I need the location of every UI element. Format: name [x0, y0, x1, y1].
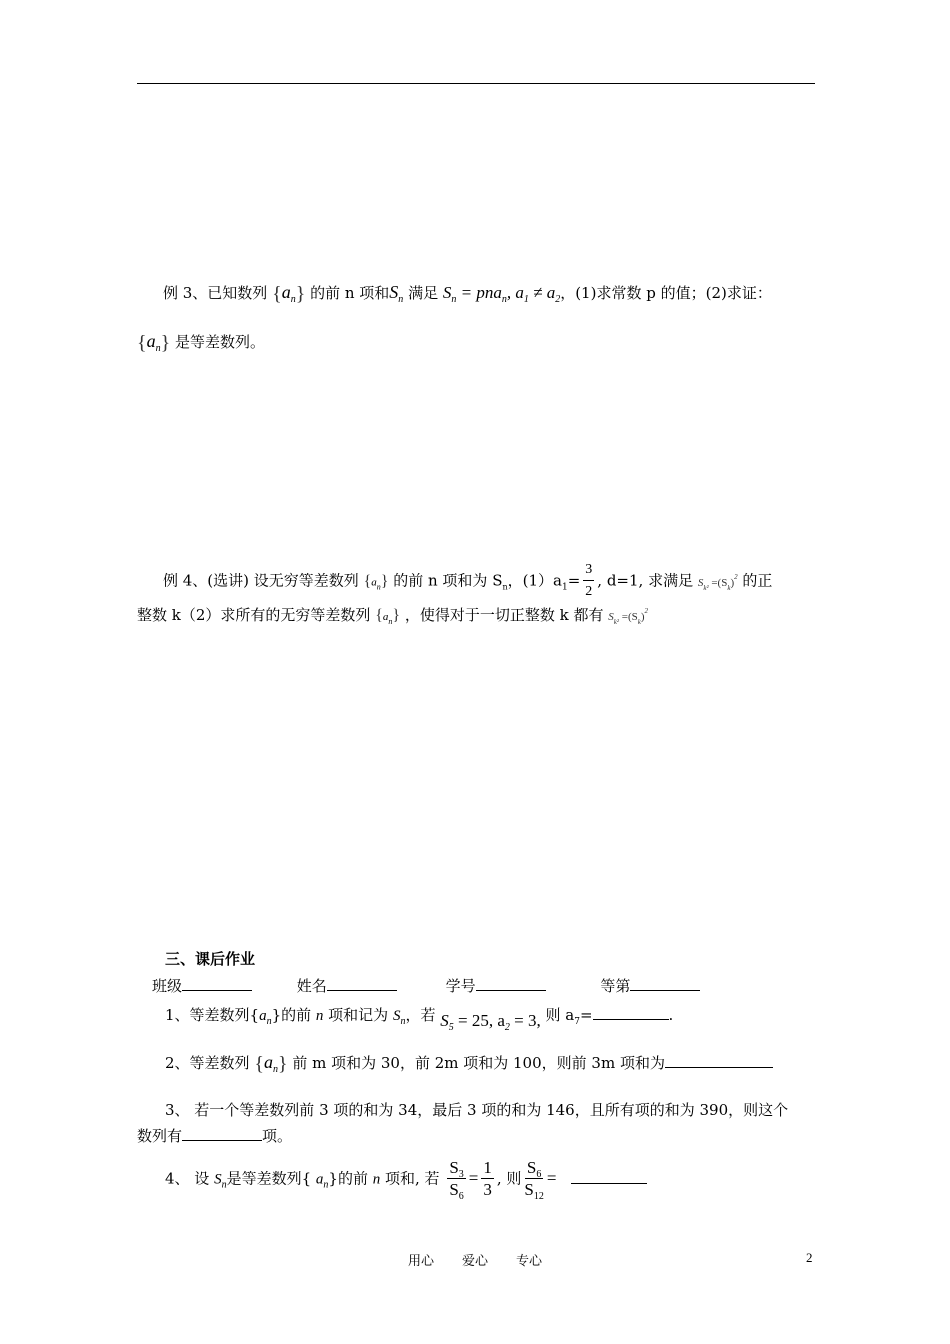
page-footer: 用心 爱心 专心: [407, 1254, 543, 1269]
example-4-label: 例 4、(选讲) 设无穷等差数列: [163, 571, 359, 590]
left-brace-icon: {: [363, 572, 372, 590]
fraction-three-halves: $\frac{3}{2}$: [585, 562, 593, 599]
right-brace-icon: }: [295, 282, 306, 305]
right-brace-icon: }: [277, 1052, 288, 1075]
question-3-line-1: 3、 若一个等差数列前 3 项的和为 34，最后 3 项的和为 146，且所有项的和为 390，则这个: [165, 1101, 789, 1119]
example-4-line-1: 例 4、(选讲) 设无穷等差数列 $\{a_n\}$ 的前 n 项和为 $S_n$，$(1)a_1=$ $\frac{3}{2}$ , d=1, 求满足 $S_{k^2} =(S_k)^2$ 的正: [163, 560, 772, 603]
fraction-s3-over-s6: $\frac{S_3}{S_6}$: [449, 1158, 464, 1202]
question-1: 1、等差数列$\{a_n\}$的前 n 项和记为 $S_n$，若 $S_5 = 25$, $a_2 = 3$, 则 $a_7=$ .: [165, 1006, 674, 1033]
left-brace-icon: {: [272, 282, 282, 305]
answer-blank-2[interactable]: [665, 1052, 773, 1068]
answer-blank-3[interactable]: [182, 1125, 262, 1141]
homework-heading: 三、课后作业: [165, 950, 256, 968]
question-3-line-2: 数列有 项。: [137, 1127, 293, 1145]
equation-sk2-general: $S_{k^2} =(S_k)^2$: [608, 607, 648, 626]
condition-formula: $S_n = pna_n$, $a_1 \ne a_2$: [442, 283, 561, 305]
answer-blank-4[interactable]: [571, 1168, 647, 1184]
left-brace-icon: {: [137, 331, 147, 354]
example-3-line-1: 例 3、已知数列 $\{a_n\}$ 的前 n 项和$S_n$ 满足 $S_n = pna_n$, $a_1 \ne a_2$，(1)求常数 p 的值；(2)求证：: [163, 282, 772, 305]
left-brace-icon: {: [375, 607, 383, 624]
example-4-line-2: 整数 k（2）求所有的无穷等差数列 $\{a_n\}$ ，使得对于一切正整数 k 都有 $S_{k^2} =(S_k)^2$: [137, 606, 648, 626]
right-brace-icon: }: [380, 572, 389, 590]
right-brace-icon: }: [392, 607, 401, 624]
student-id-field[interactable]: [476, 975, 546, 991]
question-2: 2、等差数列 $\{a_n\}$ 前 m 项和为 30，前 2m 项和为 100，则前 3m 项和为: [165, 1052, 773, 1076]
example-3-line-2: $\{a_n\}$ 是等差数列。: [137, 331, 266, 354]
example-3-label: 例 3、已知数列: [163, 284, 268, 302]
page-number: 2: [806, 1250, 813, 1265]
name-field[interactable]: [327, 975, 397, 991]
student-info-row: 班级 姓名 学号 等第: [152, 975, 700, 996]
fraction-one-third: $\frac{1}{3}$: [483, 1158, 492, 1199]
question-4: 4、 设 $S_n$是等差数列{ $a_n$}的前 n 项和, 若 $\frac{S_3}{S_6}$ = $\frac{1}{3}$ , 则 $\frac{S_6}{S_{12}}$ =: [165, 1158, 647, 1201]
left-brace-icon: {: [254, 1052, 264, 1075]
header-rule: [137, 83, 815, 84]
condition-formula: $S_5 = 25$, $a_2 = 3$,: [440, 1011, 541, 1033]
class-field[interactable]: [182, 975, 252, 991]
grade-field[interactable]: [630, 975, 700, 991]
right-brace-icon: }: [160, 331, 171, 354]
equation-sk2: $S_{k^2} =(S_k)^2$: [697, 572, 738, 592]
answer-blank-1[interactable]: [593, 1004, 669, 1020]
fraction-s6-over-s12: $\frac{S_6}{S_{12}}$: [524, 1158, 544, 1202]
